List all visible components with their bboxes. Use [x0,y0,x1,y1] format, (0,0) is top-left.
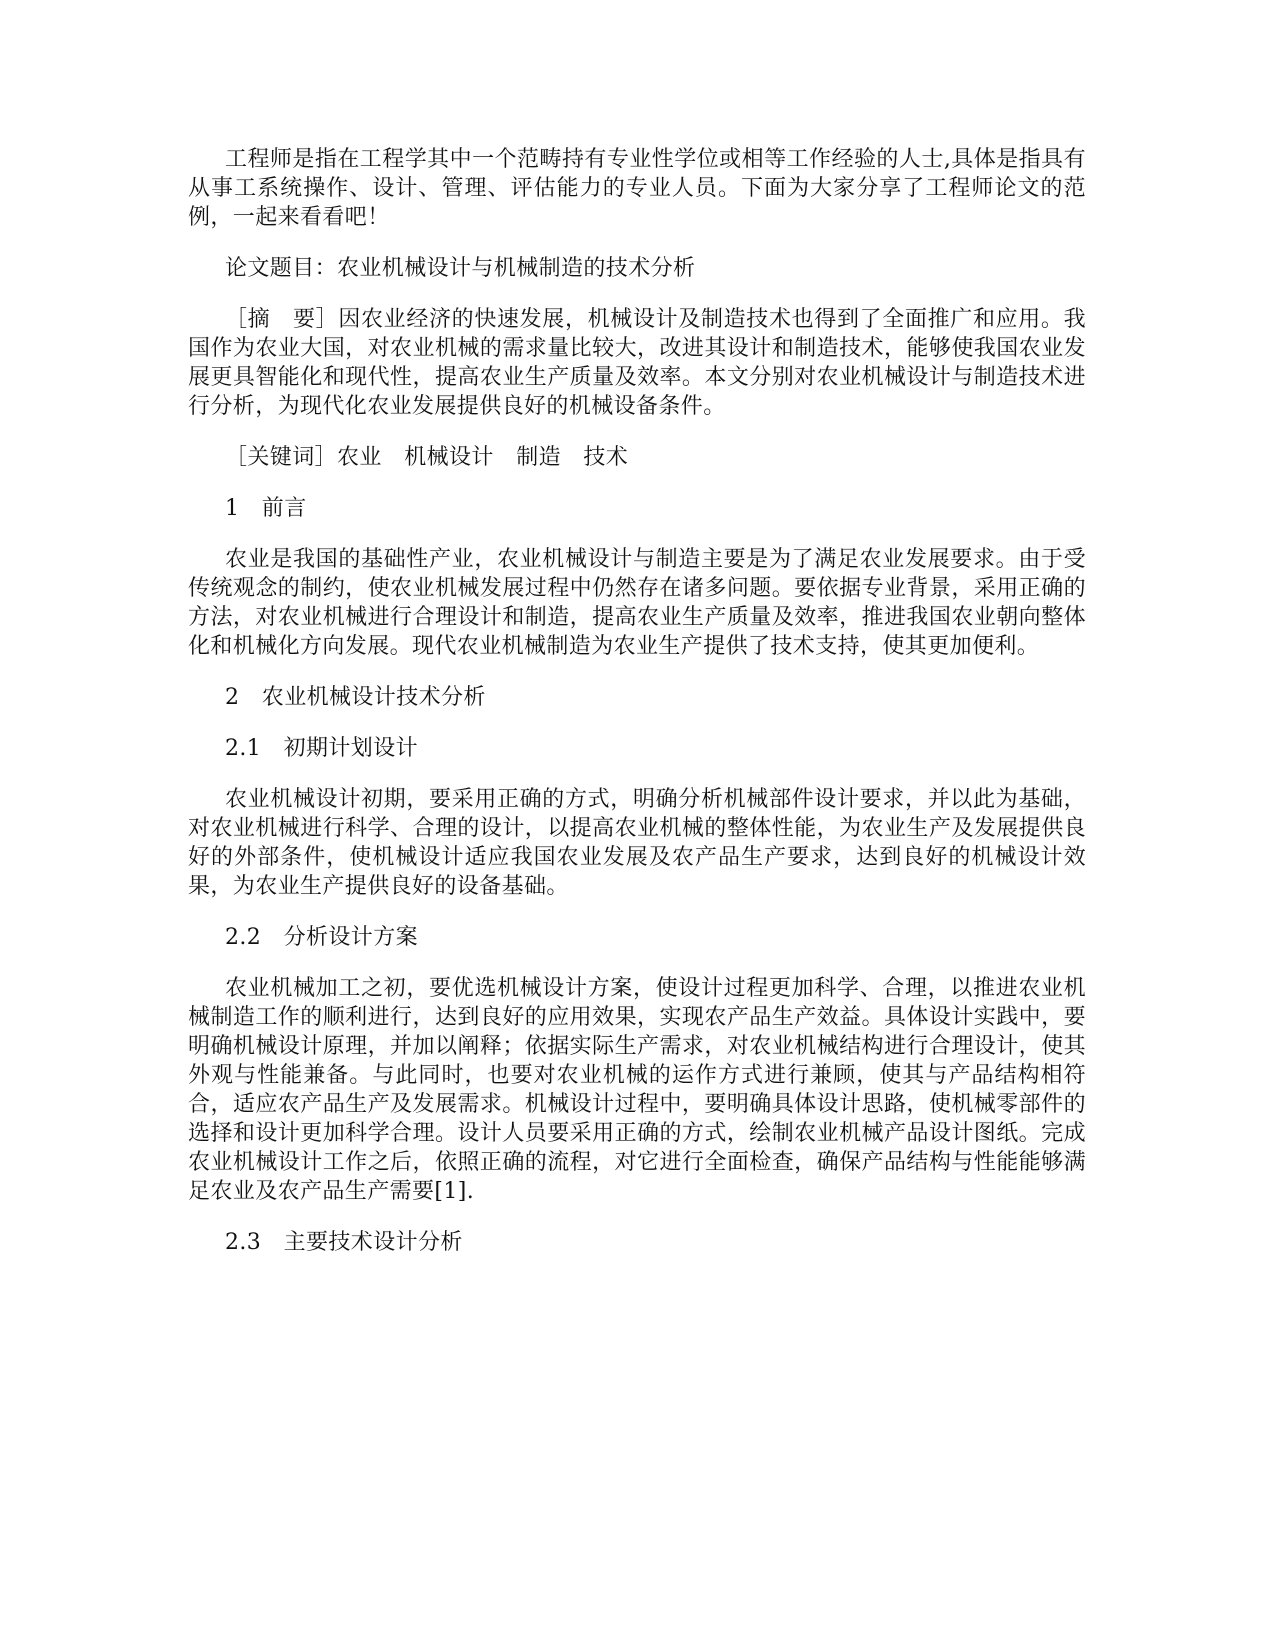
section-1-paragraph: 农业是我国的基础性产业，农业机械设计与制造主要是为了满足农业发展要求。由于受传统观念的制约，使农业机械发展过程中仍然存在诸多问题。要依据专业背景，采用正确的方法，对农业机械进行合理设计和制造，提高农业生产质量及效率，推进我国农业朝向整体化和机械化方向发展。现代农业机械制造为农业生产提供了技术支持，使其更加便利。 [188,547,1086,659]
document-page [188,145,1086,1279]
section-2-3-heading: 2.3 主要技术设计分析 [225,1230,463,1255]
section-2-1-heading: 2.1 初期计划设计 [225,736,418,761]
section-2-2-paragraph: 农业机械加工之初，要优选机械设计方案，使设计过程更加科学、合理，以推进农业机械制造工作的顺利进行，达到良好的应用效果，实现农产品生产效益。具体设计实践中，要明确机械设计原理，并加以阐释；依据实际生产需求，对农业机械结构进行合理设计，使其外观与性能兼备。与此同时，也要对农业机械的运作方式进行兼顾，使其与产品结构相符合，适应农产品生产及发展需求。机械设计过程中，要明确具体设计思路，使机械零部件的选择和设计更加科学合理。设计人员要采用正确的方式，绘制农业机械产品设计图纸。完成农业机械设计工作之后，依照正确的流程，对它进行全面检查，确保产品结构与性能能够满足农业及农产品生产需要[1]. [188,976,1086,1204]
section-1-heading: 1 前言 [225,496,307,521]
abstract-paragraph: ［摘 要］因农业经济的快速发展，机械设计及制造技术也得到了全面推广和应用。我国作为农业大国，对农业机械的需求量比较大，改进其设计和制造技术，能够使我国农业发展更具智能化和现代性，提高农业生产质量及效率。本文分别对农业机械设计与制造技术进行分析，为现代化农业发展提供良好的机械设备条件。 [188,307,1086,419]
intro-paragraph: 工程师是指在工程学其中一个范畴持有专业性学位或相等工作经验的人士,具体是指具有从事工系统操作、设计、管理、评估能力的专业人员。下面为大家分享了工程师论文的范例，一起来看看吧！ [188,147,1086,230]
keywords-line: ［关键词］农业 机械设计 制造 技术 [225,445,629,470]
section-2-heading: 2 农业机械设计技术分析 [225,685,486,710]
section-2-2-heading: 2.2 分析设计方案 [225,925,418,950]
section-2-1-paragraph: 农业机械设计初期，要采用正确的方式，明确分析机械部件设计要求，并以此为基础，对农业机械进行科学、合理的设计，以提高农业机械的整体性能，为农业生产及发展提供良好的外部条件，使机械设计适应我国农业发展及农产品生产要求，达到良好的机械设计效果，为农业生产提供良好的设备基础。 [188,787,1086,899]
paper-title: 论文题目：农业机械设计与机械制造的技术分析 [225,256,696,281]
